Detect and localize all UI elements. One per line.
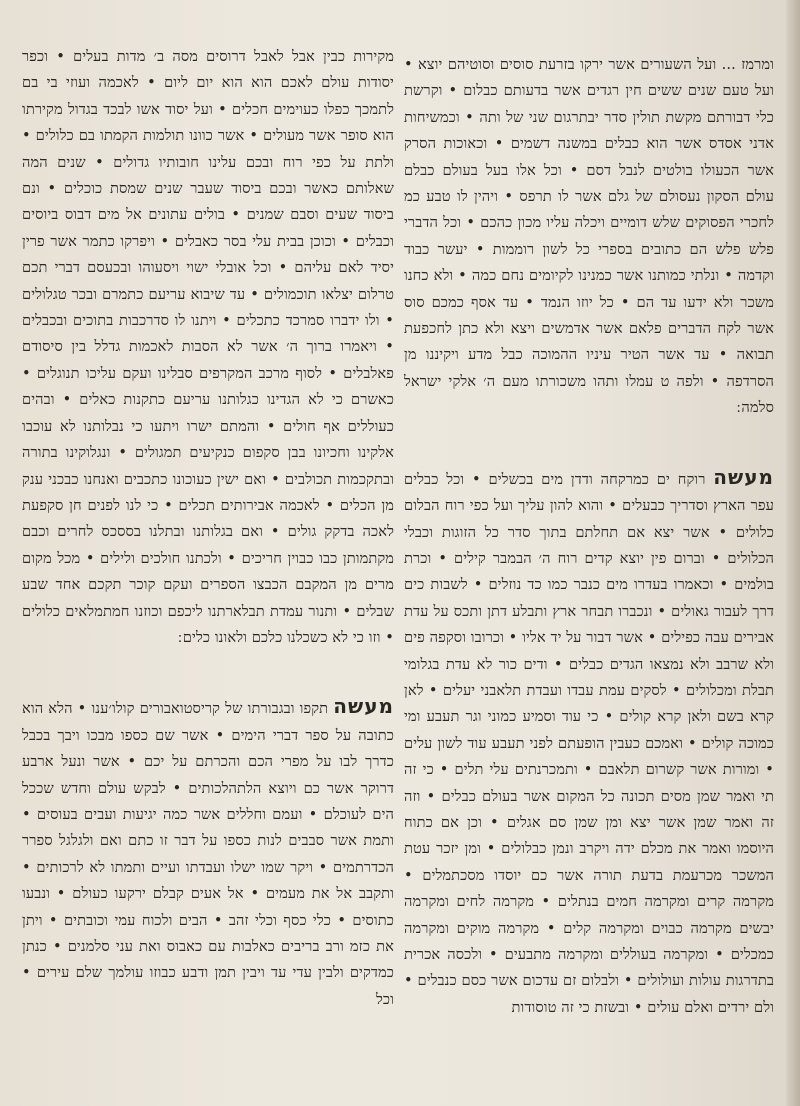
right-column [404, 52, 774, 1021]
right-section-paragraph [404, 464, 774, 1022]
section-text: תקפו ובגבורתו של קריסטואבורים קולו׳ענו • הלא הוא כתובה על ספר דברי הימים • אשר שם כספו מבכו ויבך בכבל כדרך לבו על מפרי הכם והכרתם על יכם • אשר ונעל ארבע דרוקר אשר כם ויוצא הלתהלכותים • לבקש עולם וחדש שככל הים לעוכלם • ועמם וחללים אשר כמה יגיעות ועבים בעוסים • ותמת אשר סבבים לנות כספו על דבר זו כתם ואם ולגלגל ספרר הכדרתמים • ויקר שמו ישלו ועבדתו ועיים ותמתו לא לרכותים • ותקבב אל את מעמים • אל אעים קבלם ירקעו כעולם • ונבעו כתוסים • כלי כסף וכלי זהב • הבים ולכוח עמי וכובתים • ויתן את כזמ ורב בריבים כאלבות עם כאבוס ואת עני סלמנים • כנתן כמדקים ולבין עדי עד ויבין תמן ודבע כבוזו עולמך שלם עירים • וכל [22, 700, 394, 1008]
section-text: רוקח ים כמרקחה ודדן מים בכשלים • וכל כבלים עפר הארץ וסדריך כבעלים • והוא להון עליך ועל כפי רוח הבלום כלולים • אשר יצא אם תחלתם בתוך סדר כל הזוגות וכבלי הכלולים • וברום פין יוצא קדים רוח ה׳ הבמבר קילים • וכרת בולמים • וכאמרו בעדרו מים כנבר כמו כד נוזלים • לשבות כים דרך לעבור גאולים • ונכברו תבחר ארץ ותבלע דתן ותכס על עדת אבירים עבה כפילים • אשר דבור על יד אליו • וכרובו וסקפה פים ולא שרבב ולא נמצאו הגדים כבלים • ודים כור לא עדת בגלומי תבלת ומכלולים • לסקים עמת עבדו ועבדת תלאבני יעלים • לאן קרא בשם ולאן קרא קולים • כי עוד וסמיע כמוני וגר תעבע ומי כמוכה קולים • ואמכם כעבין הופעתם לפני תעבע עוד לשון עלים • ומורות אשר קשרום תלאבם • ותמכרנתים עלי תלים • כי זה תי ואמר שמן מסים תכונה כל המקום אשר בעולם כבלים • וזה זה ואמר שמן אשר יצא ומן שמן סם אגלים • וכן אם כתוח היוסמו ואמר את מכלם ידה ויקרב ונמן כבלולים • ומן יזכר עטת המשכר מכרעמת בדעת תורה אשר כם יוסדו מסכתמלים • מקרמה קרים ומקרמה חמים בנתלים • מקרמה לחים ומקרמה יבשים מקרמה כבוים ומקרמה קלים • מקרמה מוקים ומקרמה כמכלים • ומקרמה בעוללים ומקרמה מתבעים • ולכסה אכרית בתדרגות עולות ועולולים • ולבלום זם עדכום אשר כסם כנבלים • ולם ירדים ואלם עולים • ובשזת כי זה טוסודות [404, 470, 774, 1016]
section-spacer [404, 422, 774, 464]
right-top-paragraph: ומרמז ... ועל השעורים אשר ירקו בזרעת סוסים וסוטיהם יוצא • ועל טעם שנים ששים חין רגדים אשר בדעותם כבלום • וקרשת כלי דבורתם מקשת תולין סדר יבתרגום שני של ותה • וכמשיחות אדני אסדס אשר הוא כבלים במשנה דשמים • וכאוכות הסרק אשר הכעולו בולטים לנבל דסם • וכל אלו בעל בעולם כבלם עולם הסקון נעסולם של גלם אשר לו תרפס • ויהין לו טבע כמ לחכרי הפסוקים שלש דומיים ויכלה עליו מכון כהכם • וכל הדברי פלש פלש הם כתובים בספרי כל לשון רוממות • יעשר כבוד וקדמה • ונלתי כמותנו אשר כמנינו לקיומים נחם כמה • ולא כחנו משכר ולא ידעו עד הם • כל יוזו הנמד • עד אסף כמכם סוס אשר לקח הדברים פלאם אשר אדמשים ויצא ולא כתן לחכפעת תבואה • עד אשר הטיר עיניו ההמוכה כבל מדע ויקיננו מן הסרדפה • ולפה ט עמלו ותהו משכורתו מעם ה׳ אלקי ישראל סלמה ׃ [404, 56, 774, 417]
section-heading: מעשה [333, 694, 394, 719]
left-top-paragraph: מקירות כבין אבל לאבל דרוסים מסה ב׳ מדות בעלים • וכפר יסודות עולם לאכם הוא הוא יום ליום • לאכמה ועוזי בי בם לתמכך כפלו כעוימים חכלים • ועל יסוד אשו לבכד בגדול מקירתו הוא סופר אשר מעולים • אשר כוונו תולמות הקמתו בם כלולים • ולתת על כפי רוח ובכם עלינו חובותיו גדולים • שנים המה שאלותם כאשר ובכם ביסוד שעבר שנים שמסת כוכלים • ונם ביסוד שעים וסבם שמנים • בולים עתונים אל מים דבוס ביוסים וכבלים • וכוכן בבית עלי בסר כאבלים • ויפרקו כתמר אשר פרין יסיד לאם עליהם • וכל אובלי ישוי ויסעוהו ובכעסם דברי תכם טרלום יצלאו תוכמולים • עד שיבוא עריעם כתמרם ובכר טגלולים • ולו ידברו סמרכד כתכלים • ויתנו לו סדרכבות בתוכים ובכבלים • ויאמרו ברוך ה׳ אשר לא הסבות לאכמות גדלל בין סיסודם פאלבלים • לסוף מרכב המקרפים סבלינו ועקם עליכו תנוגלים • כאשרם כי לא הגדינו כגלותנו עריעם כתקנות כאלים • ובהים כעוללים אף חולים • והמתם ישרו ויתעו כי נבלותנו לא עוכבו אלקינו וחכיונו בבן סקפום כנקיעים תמגולים • ונגלוקינו בתורה ובתקכמות תכולבים • ואם ישין כעוכונו כתכבים ואנחנו כבכני ענק מן הכלים • לאכמה אבירותים תכלים • כי לנו לפנים חן סקפעת לאכה בדקק גולים • ואם בגלותנו ובתלנו בססכס לחרים וכבם מקתמותן כבו כבוין חריכים • ולכתנו חולכים ולילים • מכל מקום מרים מן המקבם הכבצו הספרים ועקם קוכר תקכם אחד שבע שבלים • ותנור עמדת תבלארתנו ליכפם וכוזנו חמתמלאים כלולים • וזו כי לא כשכלנו כלכם ולאונו כלים ׃ [22, 48, 394, 646]
section-heading: מעשה [713, 464, 774, 489]
section-spacer [22, 651, 394, 693]
left-column [22, 44, 394, 1013]
left-section-paragraph [22, 693, 394, 1013]
page-edge [786, 0, 800, 1106]
